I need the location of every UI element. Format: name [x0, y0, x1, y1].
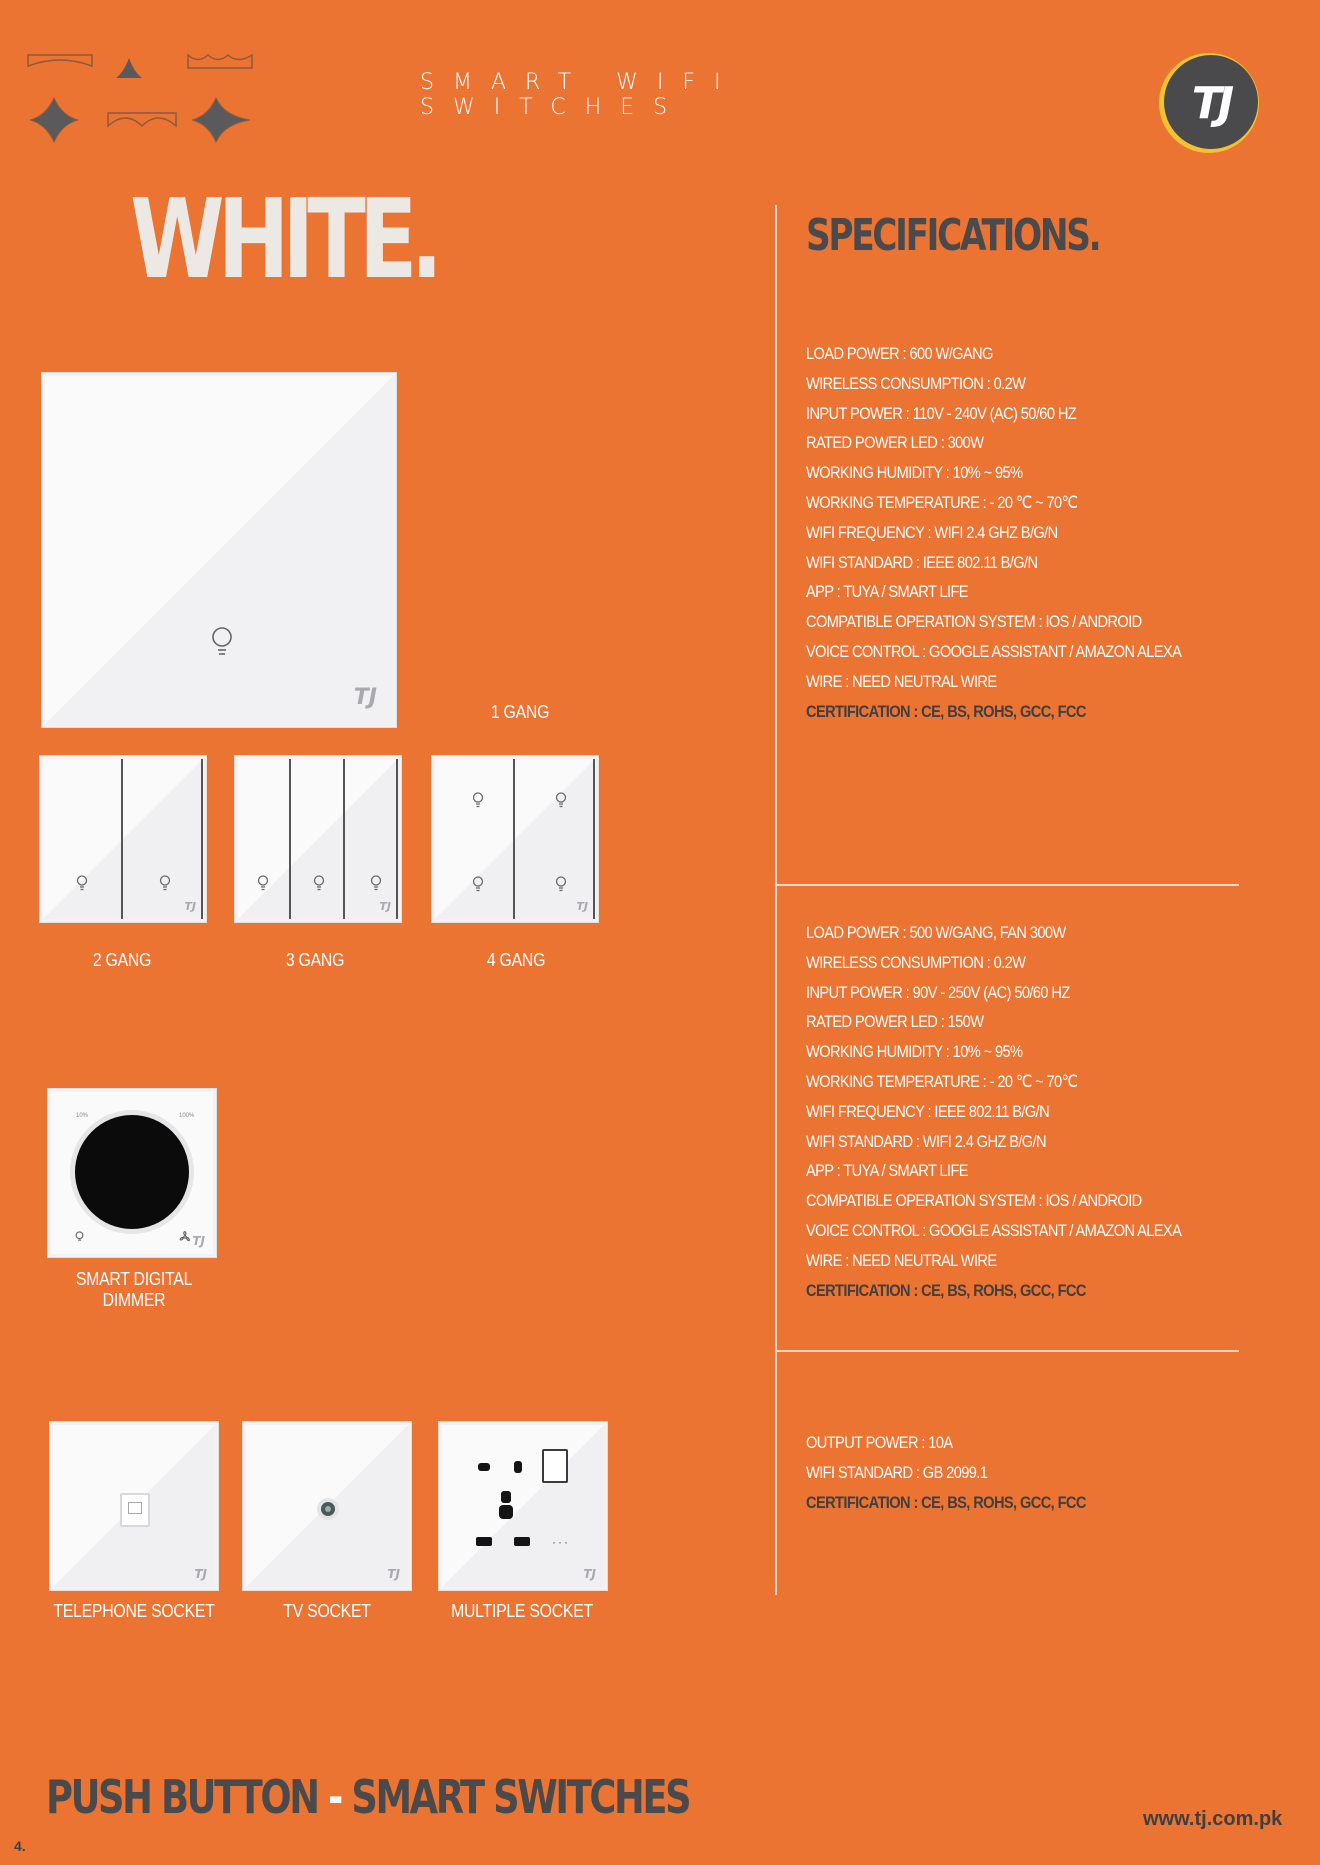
label-multiple-socket: MULTIPLE SOCKET [451, 1601, 593, 1621]
spec-item: WIRE : NEED NEUTRAL WIRE [806, 1250, 997, 1270]
bulb-icon [75, 1231, 84, 1244]
footer-title [46, 1770, 689, 1824]
multiple-socket-panel [439, 1422, 607, 1590]
label-2-gang: 2 GANG [92, 950, 152, 970]
spec-item: WORKING TEMPERATURE : - 20 ℃ ~ 70℃ [806, 1071, 1078, 1091]
spec-item: WIFI STANDARD : GB 2099.1 [806, 1462, 988, 1482]
label-tv-socket: TV SOCKET [283, 1601, 371, 1621]
telephone-jack-icon [120, 1493, 150, 1527]
spec-list-2 [806, 918, 1246, 1305]
label-dimmer: SMART DIGITAL DIMMER [75, 1269, 193, 1310]
panel-brand-mark: TJ [192, 1234, 205, 1248]
logo-text: TJ [1191, 78, 1231, 129]
fan-icon [179, 1231, 191, 1243]
spec-item: WIRE : NEED NEUTRAL WIRE [806, 671, 997, 691]
universal-outlet-icon [472, 1455, 542, 1555]
spec-item: APP : TUYA / SMART LIFE [806, 1161, 968, 1181]
page-number: 4. [14, 1838, 26, 1854]
spec-item: RATED POWER LED : 150W [806, 1012, 984, 1032]
spec-item: WIRELESS CONSUMPTION : 0.2W [806, 373, 1026, 393]
spec-item: COMPATIBLE OPERATION SYSTEM : IOS / ANDROID [806, 1191, 1142, 1211]
dimmer-min-label: 10% [76, 1113, 89, 1119]
label-3-gang: 3 GANG [285, 950, 345, 970]
spec-item: WIRELESS CONSUMPTION : 0.2W [806, 952, 1026, 972]
footer-title-dash: - [317, 1770, 352, 1824]
bulb-icon [159, 875, 171, 892]
two-gang-switch-panel [40, 756, 206, 922]
spec-item: WIFI FREQUENCY : IEEE 802.11 B/G/N [806, 1101, 1050, 1121]
dimmer-panel [48, 1089, 216, 1257]
spec-item: INPUT POWER : 90V - 250V (AC) 50/60 HZ [806, 982, 1070, 1002]
spec-item: LOAD POWER : 500 W/GANG, FAN 300W [806, 923, 1066, 942]
panel-brand-mark: TJ [353, 685, 377, 710]
header-title: SMART WIFI SWITCHES [420, 70, 740, 120]
spec-item: OUTPUT POWER : 10A [806, 1433, 953, 1452]
color-title: WHITE. [130, 175, 436, 303]
telephone-socket-panel [50, 1422, 218, 1590]
footer-title-part2: SMART SWITCHES [351, 1770, 690, 1824]
spec-item: WORKING HUMIDITY : 10% ~ 95% [806, 1042, 1023, 1062]
spec-item: WIFI STANDARD : WIFI 2.4 GHZ B/G/N [806, 1131, 1046, 1151]
bulb-icon [313, 875, 325, 892]
bulb-icon [257, 875, 269, 892]
one-gang-switch-panel [42, 373, 396, 727]
spec-item: WIFI STANDARD : IEEE 802.11 B/G/N [806, 552, 1038, 572]
panel-brand-mark: TJ [379, 900, 391, 913]
label-4-gang: 4 GANG [486, 950, 546, 970]
spec-item: COMPATIBLE OPERATION SYSTEM : IOS / ANDROID [806, 612, 1142, 632]
panel-brand-mark: TJ [576, 900, 588, 913]
bulb-icon [472, 876, 484, 893]
spec-item: WORKING TEMPERATURE : - 20 ℃ ~ 70℃ [806, 492, 1078, 512]
label-telephone-socket: TELEPHONE SOCKET [53, 1601, 215, 1621]
bulb-icon [555, 876, 567, 893]
spec-item: VOICE CONTROL : GOOGLE ASSISTANT / AMAZON ALEXA [806, 641, 1182, 661]
spec-item-certification: CERTIFICATION : CE, BS, ROHS, GCC, FCC [806, 701, 1086, 721]
spec-item-certification: CERTIFICATION : CE, BS, ROHS, GCC, FCC [806, 1280, 1086, 1300]
panel-brand-mark: TJ [194, 1567, 207, 1581]
vertical-divider [775, 205, 777, 1595]
coax-jack-icon [316, 1497, 340, 1521]
footer-title-part1: PUSH BUTTON [46, 1770, 318, 1824]
horizontal-divider-2 [777, 1350, 1239, 1352]
dimmer-max-label: 100% [179, 1113, 195, 1119]
spec-item: LOAD POWER : 600 W/GANG [806, 344, 993, 363]
three-gang-switch-panel [235, 756, 401, 922]
tv-socket-panel [243, 1422, 411, 1590]
spec-item: APP : TUYA / SMART LIFE [806, 582, 968, 602]
spec-list-1 [806, 339, 1246, 726]
bulb-icon [210, 626, 234, 660]
dimmer-knob [75, 1115, 189, 1229]
spec-item: INPUT POWER : 110V - 240V (AC) 50/60 HZ [806, 403, 1077, 423]
tj-logo-icon [1156, 50, 1262, 156]
spec-list-3 [806, 1428, 1246, 1517]
spec-item: WORKING HUMIDITY : 10% ~ 95% [806, 463, 1023, 483]
bulb-icon [370, 875, 382, 892]
spec-item-certification: CERTIFICATION : CE, BS, ROHS, GCC, FCC [806, 1492, 1086, 1512]
bulb-icon [555, 792, 567, 809]
label-1-gang: 1 GANG [490, 702, 550, 722]
bulb-icon [76, 875, 88, 892]
panel-brand-mark: TJ [184, 900, 196, 913]
specifications-title: SPECIFICATIONS. [806, 210, 1100, 261]
spec-item: VOICE CONTROL : GOOGLE ASSISTANT / AMAZON ALEXA [806, 1220, 1182, 1240]
decorative-pattern-icon [26, 50, 256, 150]
indicator-dots-icon: ··· [552, 1535, 570, 1549]
spec-item: RATED POWER LED : 300W [806, 433, 984, 453]
panel-brand-mark: TJ [387, 1567, 400, 1581]
socket-switch-toggle [542, 1449, 568, 1483]
panel-brand-mark: TJ [583, 1567, 596, 1581]
horizontal-divider-1 [777, 884, 1239, 886]
website-link[interactable]: www.tj.com.pk [1143, 1808, 1283, 1830]
bulb-icon [472, 792, 484, 809]
four-gang-switch-panel [432, 756, 598, 922]
spec-item: WIFI FREQUENCY : WIFI 2.4 GHZ B/G/N [806, 522, 1058, 542]
